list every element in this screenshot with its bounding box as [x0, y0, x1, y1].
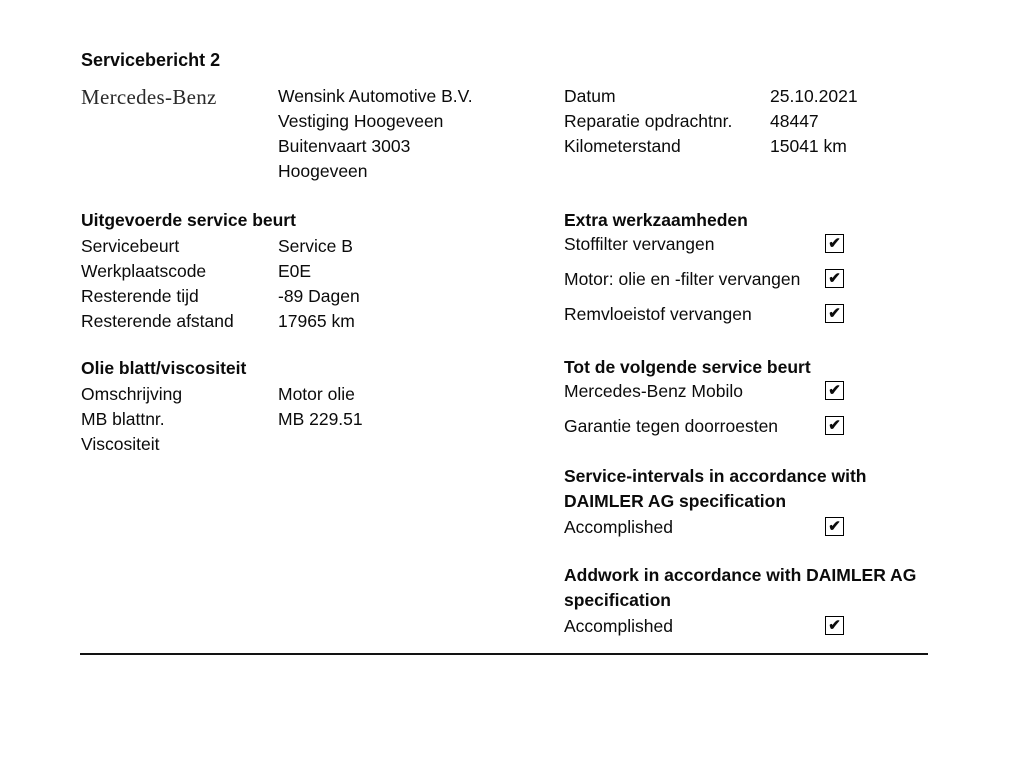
check-mark-icon: ✔	[828, 417, 841, 434]
table-row	[81, 432, 521, 457]
date-value: 25.10.2021	[770, 86, 858, 106]
dealer-street: Buitenvaart 3003	[278, 136, 411, 156]
until-next-service-title: Tot de volgende service beurt	[564, 357, 811, 377]
meta-row-mileage	[564, 134, 858, 159]
extra-work-title: Extra werkzaamheden	[564, 210, 748, 230]
check-mark-icon: ✔	[828, 235, 841, 252]
workshop-code-label: Werkplaatscode	[81, 261, 207, 281]
service-type-value: Service B	[278, 236, 353, 256]
table-row	[81, 407, 521, 432]
table-row	[81, 382, 521, 407]
until-next-service-items	[564, 380, 844, 450]
list-item	[564, 415, 844, 450]
check-mark-icon: ✔	[828, 518, 841, 535]
list-item	[564, 380, 844, 415]
checkbox-checked-icon[interactable]	[825, 234, 844, 253]
viscosity-label: Viscositeit	[81, 434, 160, 454]
checkbox-checked-icon[interactable]	[825, 517, 844, 536]
performed-service-rows	[81, 234, 521, 334]
performed-service-title: Uitgevoerde service beurt	[81, 210, 296, 230]
section-service-intervals	[564, 464, 867, 551]
remaining-distance-label: Resterende afstand	[81, 311, 234, 331]
check-mark-icon: ✔	[828, 270, 841, 287]
section-performed-service	[81, 209, 521, 334]
addwork-items	[564, 615, 844, 650]
mileage-value: 15041 km	[770, 136, 847, 156]
checkbox-checked-icon[interactable]	[825, 381, 844, 400]
check-mark-icon: ✔	[828, 617, 841, 634]
footer-divider	[80, 653, 928, 655]
repair-order-value: 48447	[770, 111, 819, 131]
description-label: Omschrijving	[81, 384, 183, 404]
dealer-address	[278, 84, 473, 184]
checkbox-checked-icon[interactable]	[825, 416, 844, 435]
dealer-name: Wensink Automotive B.V.	[278, 86, 473, 106]
checkbox-checked-icon[interactable]	[825, 269, 844, 288]
oil-viscosity-rows	[81, 382, 521, 457]
rust-warranty-label: Garantie tegen doorroesten	[564, 416, 779, 436]
extra-work-items	[564, 233, 844, 338]
addwork-title-line-1: Addwork in accordance with DAIMLER AG	[564, 565, 917, 585]
mercedes-benz-wordmark: Mercedes-Benz	[81, 85, 217, 109]
mobilo-label: Mercedes-Benz Mobilo	[564, 381, 743, 401]
checkbox-checked-icon[interactable]	[825, 304, 844, 323]
engine-oil-filter-label: Motor: olie en -filter vervangen	[564, 269, 801, 289]
checkbox-checked-icon[interactable]	[825, 616, 844, 635]
meta-row-date	[564, 84, 858, 109]
table-row	[81, 259, 521, 284]
table-row	[81, 309, 521, 334]
brake-fluid-label: Remvloeistof vervangen	[564, 304, 752, 324]
accomplished-label: Accomplished	[564, 517, 673, 537]
remaining-distance-value: 17965 km	[278, 311, 355, 331]
list-item	[564, 516, 844, 551]
dealer-branch: Vestiging Hoogeveen	[278, 111, 444, 131]
header-fields	[564, 84, 858, 159]
section-until-next-service	[564, 356, 844, 450]
service-intervals-title-line-1: Service-intervals in accordance with	[564, 466, 867, 486]
workshop-code-value: E0E	[278, 261, 312, 281]
remaining-time-value: -89 Dagen	[278, 286, 360, 306]
check-mark-icon: ✔	[828, 305, 841, 322]
mb-sheet-label: MB blattnr.	[81, 409, 165, 429]
service-intervals-title-line-2: DAIMLER AG specification	[564, 491, 787, 511]
table-row	[81, 234, 521, 259]
meta-row-repair-order	[564, 109, 858, 134]
dealer-city: Hoogeveen	[278, 161, 368, 181]
table-row	[81, 284, 521, 309]
addwork-title-line-2: specification	[564, 590, 671, 610]
repair-order-label: Reparatie opdrachtnr.	[564, 111, 733, 131]
dust-filter-label: Stoffilter vervangen	[564, 234, 715, 254]
list-item	[564, 233, 844, 268]
description-value: Motor olie	[278, 384, 355, 404]
section-oil-viscosity	[81, 357, 521, 457]
mileage-label: Kilometerstand	[564, 136, 681, 156]
accomplished-label: Accomplished	[564, 616, 673, 636]
list-item	[564, 303, 844, 338]
section-addwork	[564, 563, 917, 650]
service-intervals-items	[564, 516, 844, 551]
list-item	[564, 615, 844, 650]
remaining-time-label: Resterende tijd	[81, 286, 199, 306]
check-mark-icon: ✔	[828, 382, 841, 399]
service-type-label: Servicebeurt	[81, 236, 180, 256]
date-label: Datum	[564, 86, 616, 106]
page-title: Servicebericht 2	[81, 50, 221, 70]
list-item	[564, 268, 844, 303]
oil-viscosity-title: Olie blatt/viscositeit	[81, 358, 247, 378]
section-extra-work	[564, 209, 844, 338]
mb-sheet-value: MB 229.51	[278, 409, 363, 429]
